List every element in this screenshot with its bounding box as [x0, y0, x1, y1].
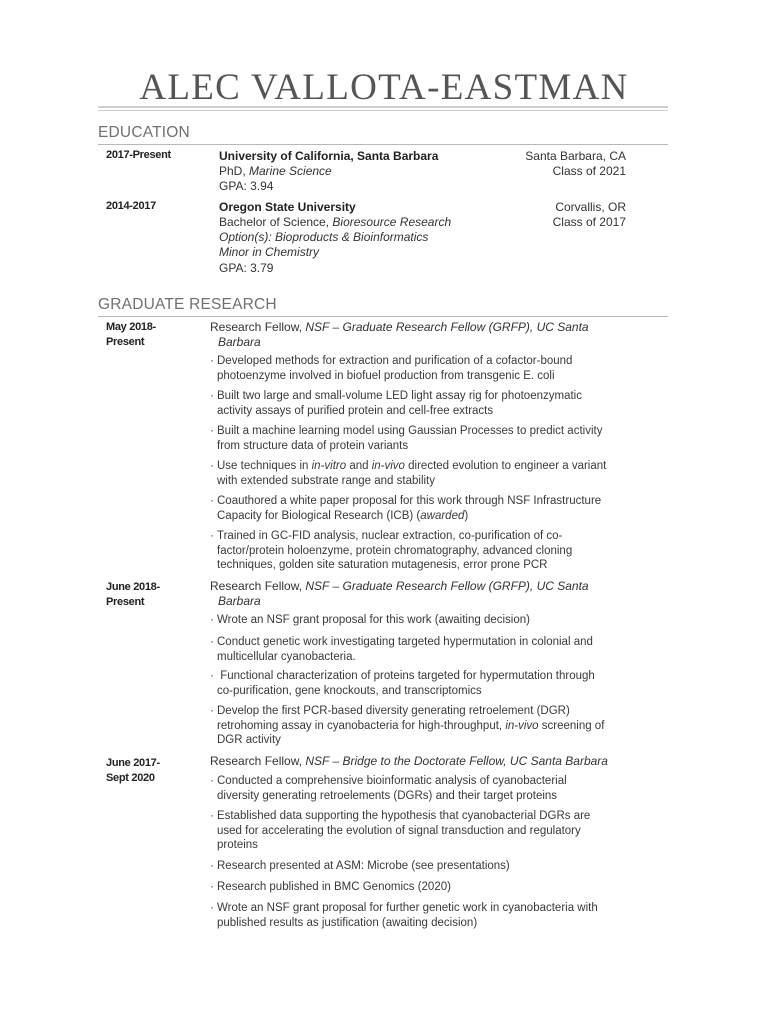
role-org: NSF – Graduate Research Fellow (GRFP), UC Santa [305, 320, 589, 334]
list-item: · Wrote an NSF grant proposal for this work (awaiting decision) [210, 614, 530, 626]
bullet-icon: · [210, 881, 214, 893]
position-dates [106, 580, 160, 610]
position-date-end: Present [106, 596, 145, 608]
education-rule [98, 144, 668, 145]
role-org: NSF – Bridge to the Doctorate Fellow, UC Santa Barbara [305, 754, 608, 768]
role-org: NSF – Graduate Research Fellow (GRFP), UC Santa [305, 579, 589, 593]
institution-name: Oregon State University [219, 200, 356, 214]
resume-name: ALEC VALLOTA-EASTMAN [139, 67, 629, 108]
bullet-icon: · [210, 390, 214, 402]
degree-prefix: PhD, [219, 164, 250, 178]
education-heading: EDUCATION [98, 124, 190, 141]
list-item: · Conducted a comprehensive bioinformatic analysis of cyanobacterial diversity generating retroelements (DGRs) and their target proteins [210, 775, 567, 802]
education-dates: 2014-2017 [106, 200, 156, 212]
bullet-icon: · [210, 614, 214, 626]
list-item: · Built two large and small-volume LED light assay rig for photoenzymatic activity assays of purified protein and cell-free extracts [210, 390, 582, 417]
class-of: Class of 2021 [552, 164, 626, 178]
degree-field: Bioresource Research [332, 215, 452, 229]
name-divider [98, 106, 668, 108]
institution-name: University of California, Santa Barbara [219, 149, 439, 163]
position-date-end: Sept 2020 [106, 772, 155, 784]
degree-option: Option(s): Bioproducts & Bioinformatics [219, 230, 429, 244]
role-title: Research Fellow, [210, 754, 306, 768]
list-item: · Use techniques in in-vitro and in-vivo directed evolution to engineer a variant with extended substrate range and stability [210, 460, 607, 487]
role-org-cont: Barbara [218, 335, 261, 349]
list-item: · Trained in GC-FID analysis, nuclear extraction, co-purification of co- factor/protein holoenzyme, protein chromatography, advanced cloning techniques, golden site saturation mutagenesis, error prone PCR [210, 530, 573, 571]
bullet-icon: · [210, 636, 214, 648]
name-divider-thin [98, 110, 668, 111]
research-heading: GRADUATE RESEARCH [98, 296, 277, 313]
education-dates: 2017-Present [106, 149, 171, 161]
bullet-icon: · [210, 902, 214, 914]
list-item: · Functional characterization of proteins targeted for hypermutation through co-purification, gene knockouts, and transcriptomics [210, 670, 595, 697]
research-rule [98, 316, 668, 317]
position-role [210, 754, 620, 769]
gpa: GPA: 3.79 [219, 261, 274, 275]
bullet-icon: · [210, 355, 214, 367]
position-dates [106, 320, 156, 350]
list-item: · Coauthored a white paper proposal for this work through NSF Infrastructure Capacity for Biological Research (ICB) (awarded) [210, 495, 602, 522]
bullet-icon: · [210, 860, 214, 872]
bullet-icon: · [210, 775, 214, 787]
list-item: · Established data supporting the hypothesis that cyanobacterial DGRs are used for accelerating the evolution of signal transduction and regulatory proteins [210, 810, 591, 851]
role-title: Research Fellow, [210, 579, 306, 593]
list-item: · Develop the first PCR-based diversity generating retroelement (DGR) retrohoming assay in cyanobacteria for high-throughput, in-vivo screening of DGR activity [210, 705, 605, 746]
bullet-icon: · [210, 425, 214, 437]
bullet-icon: · [210, 460, 214, 472]
gpa: GPA: 3.94 [219, 179, 274, 193]
position-date-start: May 2018- [106, 321, 156, 333]
list-item: · Wrote an NSF grant proposal for further genetic work in cyanobacteria with published results as justification (awaiting decision) [210, 902, 598, 929]
list-item: · Research presented at ASM: Microbe (see presentations) [210, 860, 510, 872]
bullet-icon: · [210, 495, 214, 507]
bullet-icon: · [210, 705, 214, 717]
role-org-cont: Barbara [218, 594, 261, 608]
position-role [210, 320, 620, 350]
position-dates [106, 756, 160, 786]
list-item: · Built a machine learning model using Gaussian Processes to predict activity from structure data of protein variants [210, 425, 603, 452]
position-date-start: June 2017- [106, 757, 160, 769]
bullet-icon: · [210, 530, 214, 542]
list-item: · Research published in BMC Genomics (2020) [210, 881, 451, 893]
class-of: Class of 2017 [552, 215, 626, 229]
position-role [210, 579, 620, 609]
list-item: · Conduct genetic work investigating targeted hypermutation in colonial and multicellular cyanobacteria. [210, 636, 593, 663]
list-item: · Developed methods for extraction and purification of a cofactor-bound photoenzyme involved in biofuel production from transgenic E. coli [210, 355, 573, 382]
role-title: Research Fellow, [210, 320, 306, 334]
degree-prefix: Bachelor of Science, [219, 215, 333, 229]
degree-line [219, 164, 332, 178]
position-date-end: Present [106, 336, 145, 348]
degree-line [219, 215, 451, 229]
degree-minor: Minor in Chemistry [219, 245, 320, 259]
position-date-start: June 2018- [106, 581, 160, 593]
location: Corvallis, OR [555, 200, 626, 214]
bullet-icon: · [210, 810, 214, 822]
bullet-icon: · [210, 670, 214, 682]
location: Santa Barbara, CA [525, 149, 626, 163]
degree-field: Marine Science [249, 164, 332, 178]
